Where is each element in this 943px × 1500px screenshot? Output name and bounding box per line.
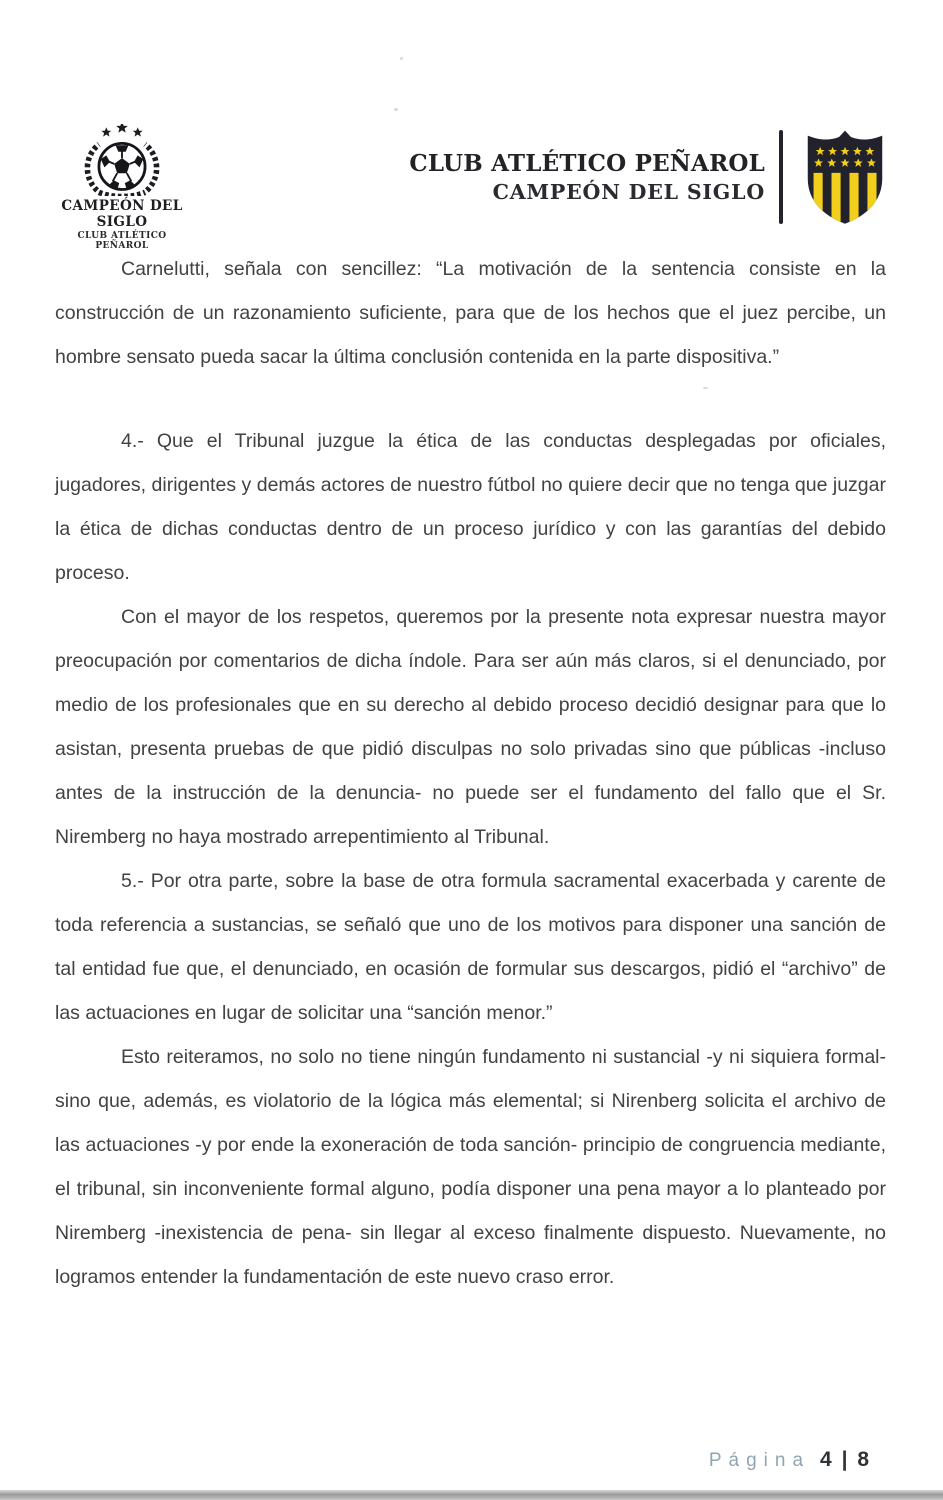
club-motto: CAMPEÓN DEL SIGLO: [492, 179, 765, 204]
emblem-subtitle: CLUB ATLÉTICO PEÑAROL: [77, 231, 167, 251]
paragraph-esto-reiteramos: Esto reiteramos, no solo no tiene ningún fundamento ni sustancial -y ni siquiera formal- sino que, además, es violatorio de la lógica más elemental; si Nirenberg solicita el archivo de las actuaciones -y por ende la exoneración de toda sanción- principio de congruencia mediante, el tribunal, sin inconveniente formal alguno, podía disponer una pena mayor a lo planteado por Niremberg -inexistencia de pena- sin llegar al exceso finalmente dispuesto. Nuevamente, no logramos entender la fundamentación de este nuevo craso error.: [55, 1046, 886, 1288]
paragraph-point-4: 4.- Que el Tribunal juzgue la ética de las conductas desplegadas por oficiales, jugadores, dirigentes y demás actores de nuestro fútbol no quiere decir que no tenga que juzgar la ética de dichas conductas dentro de un proceso jurídico y con las garantías del debido proceso.: [55, 430, 886, 584]
scan-speck: [394, 108, 398, 111]
page-label: Página: [708, 1450, 811, 1471]
letterhead: [0, 122, 943, 251]
paragraph-respetos: Con el mayor de los respetos, queremos por la presente nota expresar nuestra mayor preocupación por comentarios de dicha índole. Para ser aún más claros, si el denunciado, por medio de los profesionales que en su derecho al debido proceso decidió designar para que lo asistan, presenta pruebas de que pidió disculpas no solo privadas sino que públicas -incluso antes de la instrucción de la denuncia- no puede ser el fundamento del fallo que el Sr. Niremberg no haya mostrado arrepentimiento al Tribunal.: [55, 606, 886, 848]
letter-body: [55, 247, 886, 1299]
paragraph-carnelutti-quote: Carnelutti, señala con sencillez: “La motivación de la sentencia consiste en la construcción de un razonamiento suficiente, para que de los hechos que el juez percibe, un hombre sensato pueda sacar la última conclusión contenida en la parte dispositiva.”: [55, 258, 886, 368]
club-name: CLUB ATLÉTICO PEÑAROL: [409, 149, 765, 177]
letterhead-right: [409, 122, 893, 232]
scan-speck: [703, 387, 708, 389]
page-number: [820, 1448, 871, 1472]
paragraph-point-5: 5.- Por otra parte, sobre la base de otra formula sacramental exacerbada y carente de toda referencia a sustancias, se señaló que uno de los motivos para disponer una sanción de tal entidad fue que, el denunciado, en ocasión de formular sus descargos, pidió el “archivo” de las actuaciones en lugar de solicitar una “sanción menor.”: [55, 870, 886, 1024]
scan-speck: [400, 57, 403, 60]
club-titles: [409, 149, 765, 206]
penarol-shield-icon: [797, 129, 893, 225]
vertical-divider: [779, 130, 783, 224]
soccer-ball-laurel-icon: [62, 124, 182, 196]
page-separator: |: [841, 1448, 850, 1471]
emblem-title: CAMPEÓN DEL SIGLO: [61, 198, 183, 230]
page-total: 8: [857, 1448, 871, 1471]
penarol-laurel-emblem: [52, 124, 192, 251]
page-current: 4: [820, 1448, 834, 1471]
page-footer: [709, 1448, 871, 1472]
scan-edge-bar: [0, 1490, 943, 1500]
